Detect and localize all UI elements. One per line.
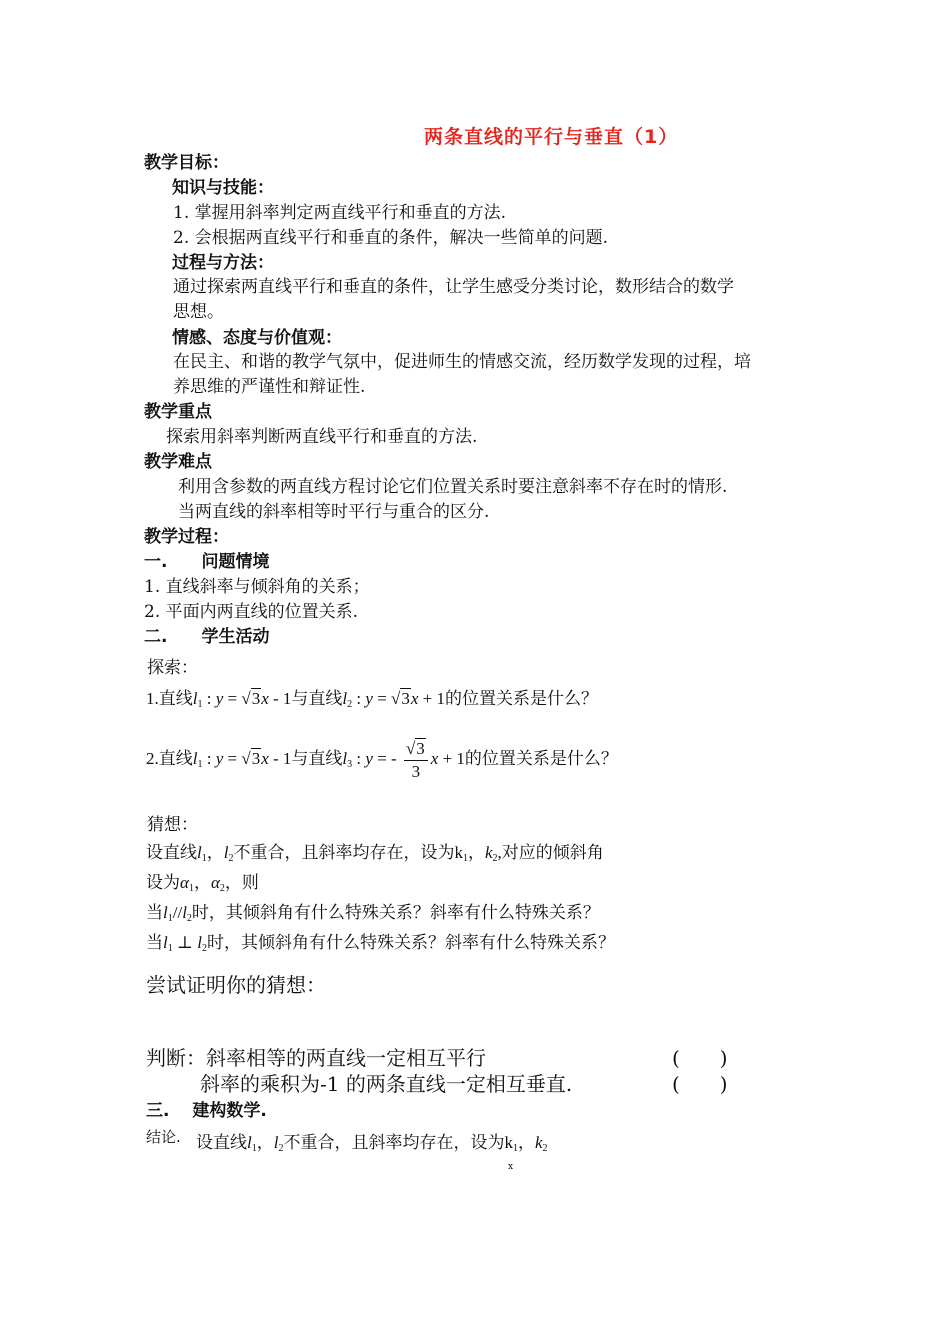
process-method-line-2: 思想。 — [173, 302, 224, 322]
difficulty-line-1: 利用含参数的两直线方程讨论它们位置关系时要注意斜率不存在时的情形. — [178, 477, 728, 497]
conclusion-mark: x — [508, 1162, 514, 1172]
process-heading: 教学过程： — [144, 527, 229, 547]
judge-answer-2[interactable]: ( ) — [672, 1072, 728, 1096]
page-title: 两条直线的平行与垂直（1） — [424, 126, 679, 148]
explore-label: 探索： — [147, 658, 198, 678]
situation-item-1: 1. 直线斜率与倾斜角的关系； — [144, 577, 370, 597]
difficulty-heading: 教学难点 — [144, 452, 212, 472]
emotion-line-2: 养思维的严谨性和辩证性. — [173, 377, 366, 397]
guess-line-1: 设直线$l_1$，$l_2$不重合，且斜率均存在，设为$k_1$，$k_2$,对应的倾斜角 — [146, 843, 604, 864]
key-point-heading: 教学重点 — [144, 402, 212, 422]
guess-line-2: 设为$\alpha_1$，$\alpha_2$，则 — [146, 873, 259, 894]
conclusion-line: 设直线$l_1$，$l_2$不重合，且斜率均存在，设为$k_1$，$k_2$ — [196, 1133, 548, 1154]
knowledge-item-1: 1. 掌握用斜率判定两直线平行和垂直的方法. — [173, 203, 507, 223]
objectives-heading: 教学目标： — [144, 153, 229, 173]
judge-statement-1: 判断：斜率相等的两直线一定相互平行 — [146, 1046, 486, 1070]
conclusion-label: 结论. — [146, 1128, 181, 1146]
perpendicular-question: 当$l_1$ ⊥ $l_2$时，其倾斜角有什么特殊关系？斜率有什么特殊关系？ — [146, 933, 615, 954]
guess-label: 猜想： — [147, 815, 198, 835]
section-1-heading: 一. 问题情境 — [144, 552, 270, 572]
section-3-heading: 三. 建构数学. — [146, 1101, 267, 1121]
knowledge-item-2: 2. 会根据两直线平行和垂直的条件，解决一些简单的问题. — [173, 228, 609, 248]
judge-statement-2: 斜率的乘积为-1 的两条直线一定相互垂直. — [200, 1072, 573, 1096]
key-point-text: 探索用斜率判断两直线平行和垂直的方法. — [166, 427, 478, 447]
difficulty-line-2: 当两直线的斜率相等时平行与重合的区分. — [178, 502, 490, 522]
emotion-line-1: 在民主、和谐的教学气氛中，促进师生的情感交流，经历数学发现的过程，培 — [173, 352, 751, 372]
section-2-heading: 二. 学生活动 — [144, 627, 270, 647]
knowledge-heading: 知识与技能： — [172, 178, 274, 198]
emotion-heading: 情感、态度与价值观： — [172, 328, 342, 348]
question-1: 1.直线$l_1$ : y = √3x - 1与直线$l_2$ : y = √3x + 1的位置关系是什么？ — [146, 689, 599, 710]
question-2: 2.直线$l_1$ : y = √3x - 1与直线$l_3$ : y = - $\frac{√3}{3}$ x + 1的位置关系是什么？ — [146, 738, 618, 781]
parallel-question: 当$l_1//l_2$时，其倾斜角有什么特殊关系？斜率有什么特殊关系？ — [146, 903, 600, 924]
prove-prompt: 尝试证明你的猜想： — [146, 973, 326, 997]
process-method-heading: 过程与方法： — [172, 253, 274, 273]
judge-answer-1[interactable]: ( ) — [672, 1046, 728, 1070]
situation-item-2: 2. 平面内两直线的位置关系. — [144, 602, 359, 622]
process-method-line-1: 通过探索两直线平行和垂直的条件，让学生感受分类讨论，数形结合的数学 — [173, 277, 734, 297]
